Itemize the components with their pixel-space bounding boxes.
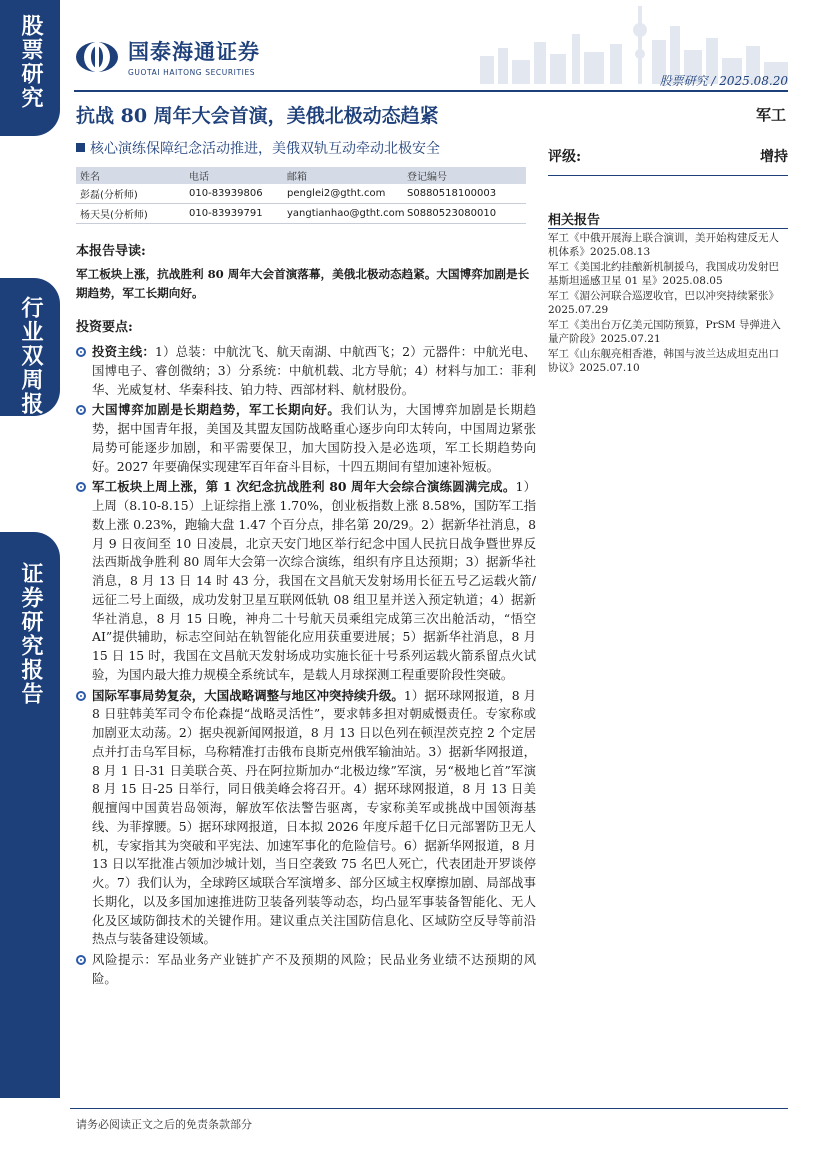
column-header: 邮箱 bbox=[287, 172, 307, 183]
sidebar-block-stock-research bbox=[0, 0, 60, 136]
analyst-name: 杨天昊(分析师) bbox=[80, 210, 148, 221]
list-item bbox=[76, 343, 536, 399]
bullet-icon bbox=[76, 955, 86, 965]
industry-label: 军工 bbox=[755, 106, 786, 124]
sidebar-label-bottom: 证券研究报告 bbox=[18, 562, 43, 706]
bullet-icon bbox=[76, 691, 86, 701]
intro-text: 军工板块上涨，抗战胜利 80 周年大会首演落幕，美俄北极动态趋紧。大国博弈加剧是长期趋势，军工长期向好。 bbox=[76, 267, 530, 300]
point-lead: 军工板块上周上涨，第 1 次纪念抗战胜利 80 周年大会综合演练圆满完成。 bbox=[92, 479, 516, 495]
page-subtitle bbox=[76, 138, 440, 158]
related-reports-divider bbox=[548, 228, 788, 229]
sidebar-label-middle: 行业双周报 bbox=[18, 296, 43, 416]
sidebar-block-report-type bbox=[0, 278, 60, 416]
investment-points bbox=[76, 316, 536, 989]
sidebar-block-securities-report bbox=[0, 532, 60, 1098]
logo-mark-icon bbox=[74, 41, 120, 73]
analyst-reg-number: S0880518100003 bbox=[407, 188, 497, 199]
related-reports-list bbox=[548, 232, 788, 377]
intro-heading: 本报告导读: bbox=[76, 244, 146, 259]
logo-text-cn: 国泰海通证券 bbox=[128, 40, 260, 64]
point-text: 我们认为，大国博弈加剧是长期趋势，据中国青年报，美国及其盟友国防战略重心逐步向印太转向，中国周边紧张局势可能逐步加剧，和平需要保卫，加大国防投入是必选项，军工长期趋势向好。2027 年要确保实现建军百年奋斗目标，十四五期间有望加速补短板。 bbox=[92, 402, 537, 474]
related-reports-title: 相关报告 bbox=[548, 213, 601, 228]
analyst-email[interactable]: penglei2@gtht.com bbox=[287, 188, 386, 199]
analyst-table bbox=[76, 167, 526, 224]
analyst-phone: 010-83939791 bbox=[189, 208, 263, 219]
risk-warning-text: 风险提示：军品业务产业链扩产不及预期的风险；民品业务业绩不达预期的风险。 bbox=[92, 952, 536, 986]
logo-text-en: GUOTAI HAITONG SECURITIES bbox=[128, 68, 256, 77]
footer-disclaimer: 请务必阅读正文之后的免责条款部分 bbox=[76, 1118, 252, 1131]
subtitle-text: 核心演练保障纪念活动推进，美俄双轨互动牵动北极安全 bbox=[90, 141, 440, 157]
square-bullet-icon bbox=[76, 143, 85, 152]
point-text: 1）总装：中航沈飞、航天南湖、中航西飞；2）元器件：中航光电、国博电子、睿创微纳；3）分系统：中航机载、北方导航；4）材料与加工：菲利华、光威复材、华秦科技、铂力特、西部材料、航材股份。 bbox=[92, 344, 536, 397]
left-sidebar bbox=[0, 0, 60, 1169]
header-divider bbox=[74, 90, 788, 92]
list-item bbox=[76, 401, 536, 476]
point-lead: 投资主线： bbox=[92, 344, 155, 359]
related-report-link[interactable]: 军工《中俄开展海上联合演训，美开始构建反无人机体系》2025.08.13 bbox=[548, 232, 779, 258]
sidebar-label-top: 股票研究 bbox=[18, 14, 43, 110]
point-lead: 国际军事局势复杂，大国战略调整与地区冲突持续升级。 bbox=[92, 687, 404, 703]
point-text: 1）上周（8.10-8.15）上证综指上涨 1.70%，创业板指数上涨 8.58%，国防军工指数上涨 0.23%，跑输大盘 1.47 个百分点，排名第 20/29。2）据新华社消息，8 月 9 日夜间至 10 日凌晨，北京天安门地区举行纪念中国人民抗日战争暨世界反法西斯战争胜利 80 周年大会第一次综合演练，组织有序且达预期；3）据新华社消息，8 月 13 日 14 时 43 分，我国在文昌航天发射场用长征五号乙运载火箭/远征二号上面级，成功发射卫星互联网低轨 08 组卫星并送入预定轨道；4）据新华社消息，8 月 15 日晚，神舟二十号航天员乘组完成第三次出舱活动，“悟空 AI”提供辅助，标志空间站在轨智能化应用获重要进展；5）据新华社消息，8 月 15 日 15 时，我国在文昌航天发射场成功实施长征十号系列运载火箭系留点火试验，为国内最大推力规模全系统试车，是载人月球探测工程重要阶段性突破。 bbox=[92, 479, 536, 682]
company-logo bbox=[74, 36, 260, 77]
column-header: 姓名 bbox=[80, 172, 100, 183]
bullet-icon bbox=[76, 482, 86, 492]
rating-divider bbox=[548, 175, 788, 176]
report-intro bbox=[76, 240, 536, 303]
column-header: 电话 bbox=[189, 172, 209, 183]
related-report-link[interactable]: 军工《山东舰亮相香港，韩国与波兰达成坦克出口协议》2025.07.10 bbox=[548, 348, 779, 374]
page-title: 抗战 80 周年大会首演，美俄北极动态趋紧 bbox=[76, 105, 439, 127]
point-text: 1）据环球网报道，8 月 8 日驻韩美军司令布伦森提“战略灵活性”，要求韩多担对朝威慑责任。专家称或加剧亚太动荡。2）据央视新闻网报道，8 月 13 日以色列在顿涅茨克控 2 个定居点并打击乌军目标，乌称精准打击俄布良斯克州俄军输油站。3）据新华网报道，8 月 1 日-31 日美联合英、丹在阿拉斯加办“北极边缘”军演，另“极地匕首”军演 8 月 15 日-25 日举行，同日俄美峰会将召开。4）据环球网报道，8 月 13 日美舰擅闯中国黄岩岛领海，解放军依法警告驱离，专家称美军或挑战中国领海基线、为菲撑腰。5）据环球网报道，日本拟 2026 年度斥超千亿日元部署防卫无人机，专家指其为突破和平宪法、加速军事化的危险信号。6）据新华网报道，8 月 13 日以军批准占领加沙城计划，当日空袭致 75 名巴人死亡，代表团赴开罗谈停火。7）我们认为，全球跨区域联合军演增多、部分区域主权摩擦加剧、局部战事长期化，以及多国加速推进防卫装备列装等动态，均凸显军事装备智能化、无人化及区域防御技术的关键作用。建议重点关注国防信息化、区域防空反导等前沿热点与装备建设领域。 bbox=[92, 687, 536, 947]
rating bbox=[548, 146, 788, 166]
points-heading: 投资要点: bbox=[76, 320, 133, 335]
analyst-table-header bbox=[76, 167, 526, 184]
analyst-phone: 010-83939806 bbox=[189, 188, 263, 199]
analyst-email[interactable]: yangtianhao@gtht.com bbox=[287, 208, 405, 219]
related-report-link[interactable]: 军工《美国北约挂酿新机制援乌，我国成功发射巴基斯坦遥感卫星 01 星》2025.08.05 bbox=[548, 261, 779, 287]
table-row bbox=[76, 204, 526, 224]
column-header: 登记编号 bbox=[407, 172, 447, 183]
related-report-link[interactable]: 军工《湄公河联合巡逻收官，巴以冲突持续紧张》2025.07.29 bbox=[548, 290, 779, 316]
bullet-icon bbox=[76, 405, 86, 415]
rating-label: 评级: bbox=[548, 149, 582, 165]
related-report-link[interactable]: 军工《美出台万亿美元国防预算，PrSM 导弹进入量产阶段》2025.07.21 bbox=[548, 319, 781, 345]
footer-divider bbox=[70, 1108, 788, 1109]
rating-value: 增持 bbox=[760, 149, 788, 165]
analyst-reg-number: S0880523080010 bbox=[407, 208, 497, 219]
bullet-icon bbox=[76, 347, 86, 357]
analyst-name: 彭磊(分析师) bbox=[80, 190, 138, 201]
report-type-date: 股票研究 / 2025.08.20 bbox=[659, 74, 788, 88]
list-item bbox=[76, 478, 536, 684]
point-lead: 大国博弈加剧是长期趋势，军工长期向好。 bbox=[92, 402, 341, 418]
list-item bbox=[76, 951, 536, 989]
table-row bbox=[76, 184, 526, 204]
list-item bbox=[76, 687, 536, 950]
